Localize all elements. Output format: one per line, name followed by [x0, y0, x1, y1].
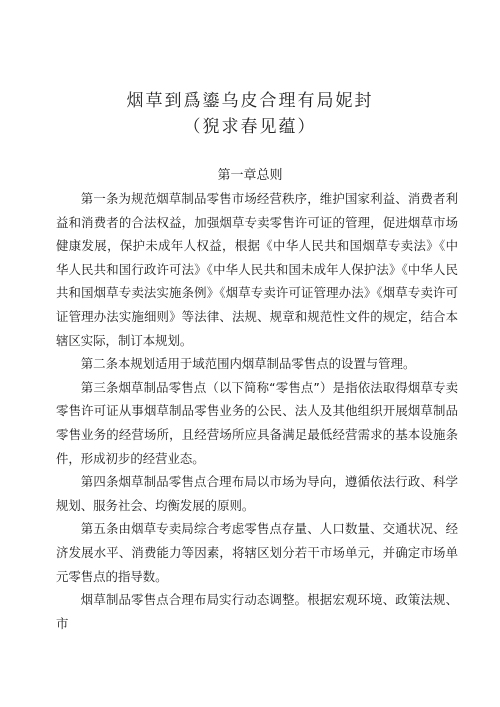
- document-title-line-2: （猊求春见蕴）: [183, 117, 317, 137]
- paragraph-article-5: 第五条由烟草专卖局综合考虑零售点存量、人口数量、交通状况、经济发展水平、消费能力等因素，将辖区划分若干市场单元，并确定市场单元零售点的指导数。: [56, 521, 458, 584]
- document-body: [56, 187, 458, 635]
- paragraph-dynamic-adjustment: 烟草制品零售点合理布局实行动态调整。根据宏观环境、政策法规、市: [56, 592, 458, 631]
- document-title-line-1: 烟草到爲鎏乌皮合理有局妮封: [126, 91, 374, 111]
- paragraph-article-1: 第一条为规范烟草制品零售市场经营秩序，维护国家利益、消费者利益和消费者的合法权益，加强烟草专卖零售许可证的管理，促进烟草市场健康发展，保护未成年人权益，根据《中华人民共和国烟草专卖法》《中华人民共和国行政许可法》《中华人民共和国未成年人保护法》《中华人民共和国烟草专卖法实施条例》《烟草专卖许可证管理办法》《烟草专卖许可证管理办法实施细则》等法律、法规、规章和规范性文件的规定，结合本辖区实际，制订本规划。: [56, 191, 458, 348]
- paragraph-article-3: 第三条烟草制品零售点（以下简称“零售点”）是指依法取得烟草专卖零售许可证从事烟草制品零售业务的公民、法人及其他组织开展烟草制品零售业务的经营场所，且经营场所应具备满足最低经营需求的基本设施条件，形成初步的经营业态。: [56, 379, 458, 466]
- paragraph-article-4: 第四条烟草制品零售点合理布局以市场为导向，遵循依法行政、科学规划、服务社会、均衡发展的原则。: [56, 474, 458, 513]
- paragraph-article-2: 第二条本规划适用于域范围内烟草制品零售点的设置与管理。: [80, 356, 416, 372]
- chapter-heading: 第一章总则: [217, 168, 283, 183]
